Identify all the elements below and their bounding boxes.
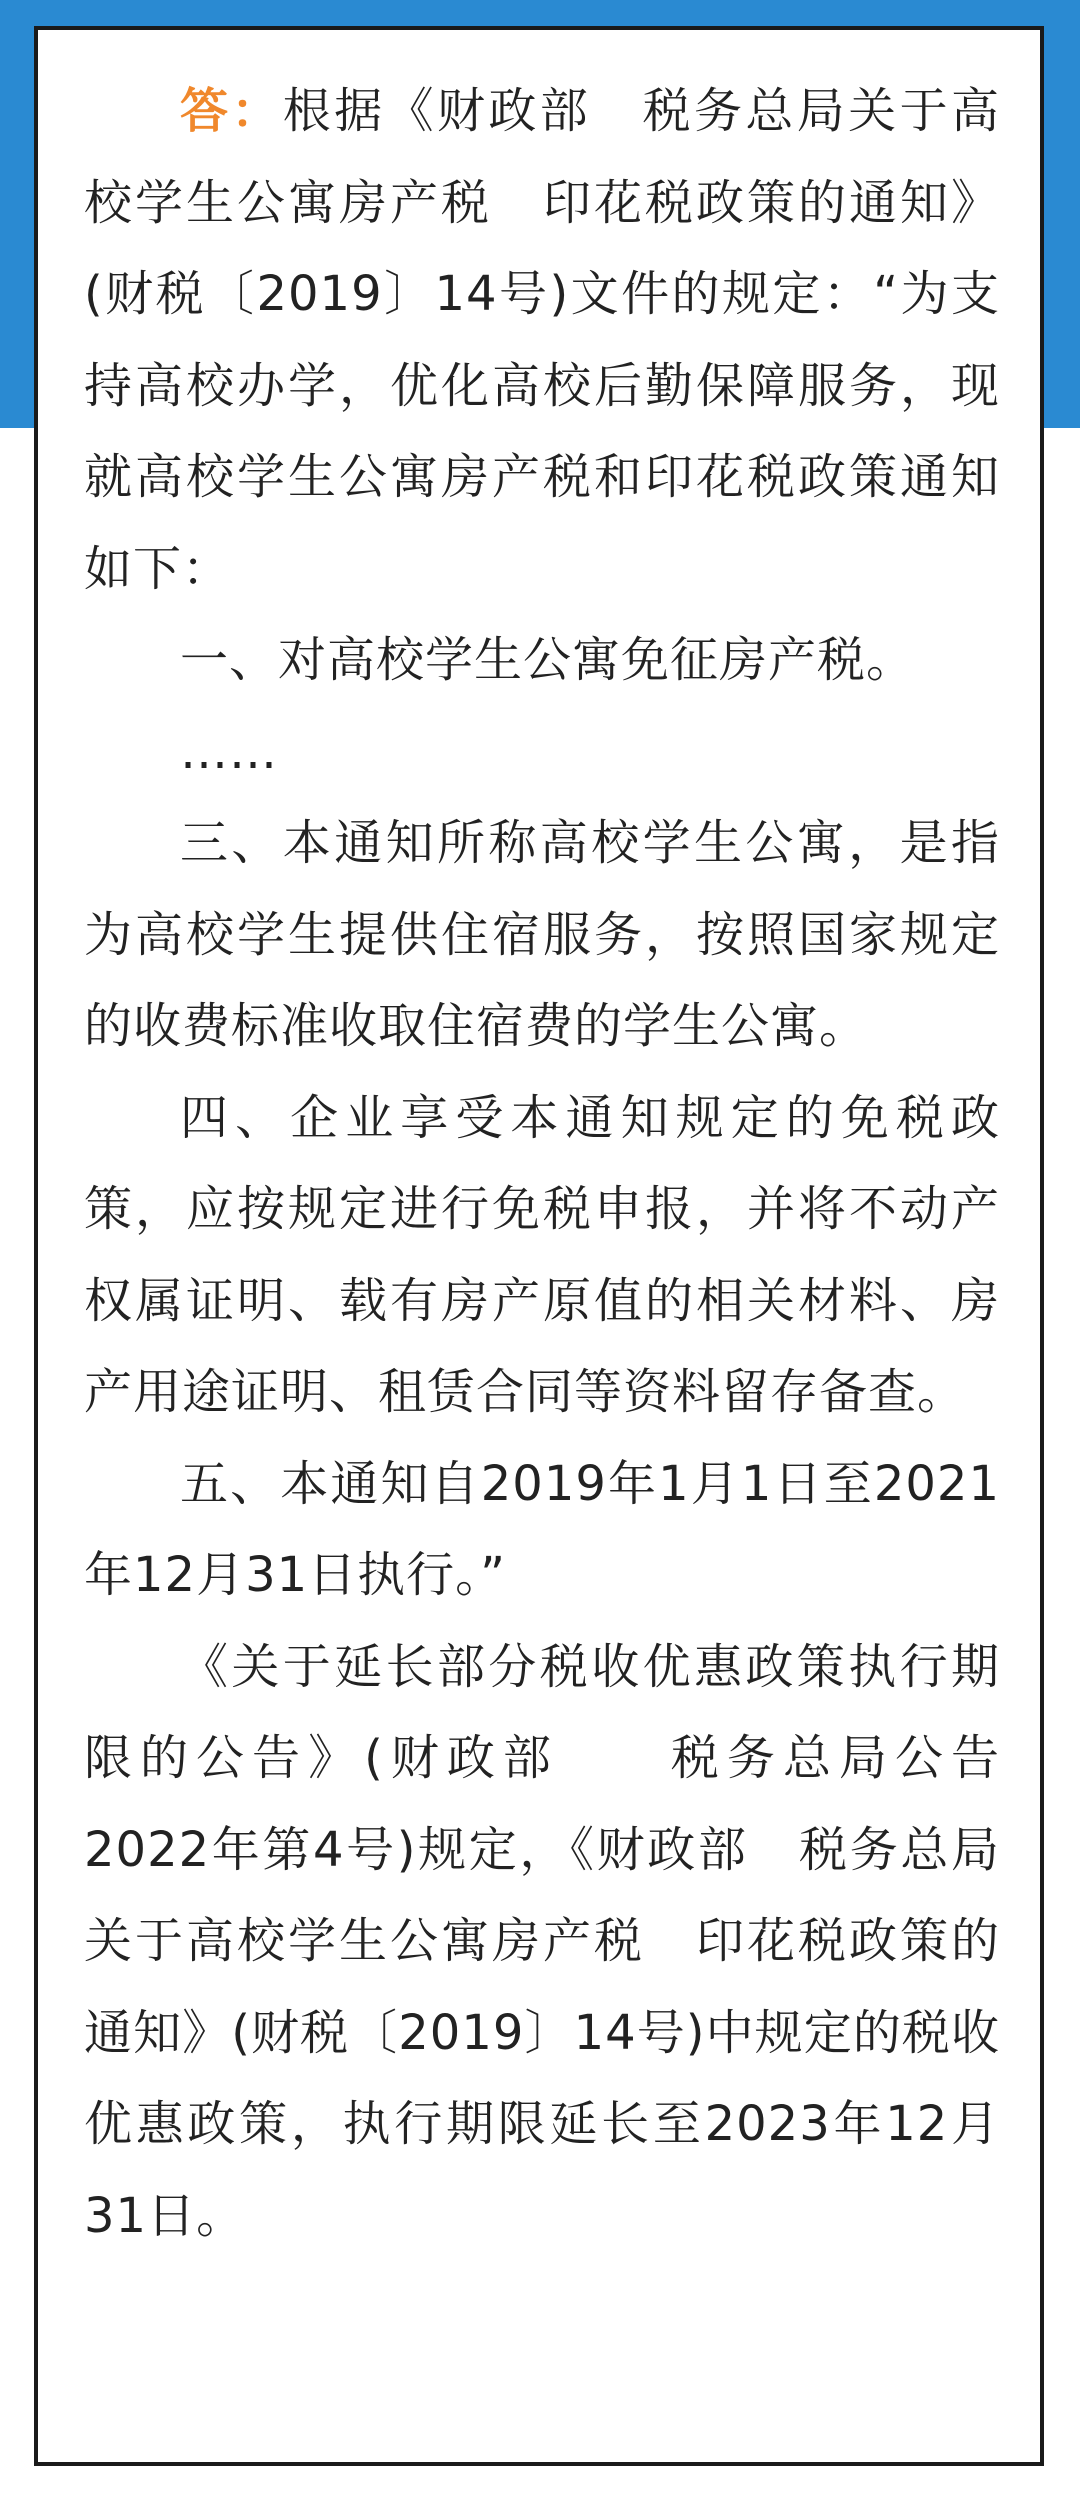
paragraph-1-text: 根据《财政部 税务总局关于高校学生公寓房产税 印花税政策的通知》(财税〔2019〕14号)文件的规定：“为支持高校办学，优化高校后勤保障服务，现就高校学生公寓房产税和印花税政策通知如下： xyxy=(84,83,1000,597)
paragraph-1 xyxy=(84,66,1000,615)
paragraph-2: 一、对高校学生公寓免征房产税。 xyxy=(180,632,916,688)
paragraph-3: 三、本通知所称高校学生公寓，是指为高校学生提供住宿服务，按照国家规定的收费标准收取住宿费的学生公寓。 xyxy=(84,815,1000,1054)
answer-label: 答： xyxy=(180,83,283,139)
answer-card xyxy=(34,26,1044,2466)
paragraph-5: 五、本通知自2019年1月1日至2021年12月31日执行。” xyxy=(84,1455,1000,1603)
paragraph-ellipsis: …… xyxy=(180,723,278,780)
paragraph-4: 四、企业享受本通知规定的免税政策，应按规定进行免税申报，并将不动产权属证明、载有房产原值的相关材料、房产用途证明、租赁合同等资料留存备查。 xyxy=(84,1089,1000,1420)
paragraph-6: 《关于延长部分税收优惠政策执行期限的公告》(财政部 税务总局公告2022年第4号)规定，《财政部 税务总局关于高校学生公寓房产税 印花税政策的通知》(财税〔2019〕14号)中规定的税收优惠政策，执行期限延长至2023年12月31日。 xyxy=(84,1638,1000,2244)
answer-text xyxy=(84,66,1000,2262)
